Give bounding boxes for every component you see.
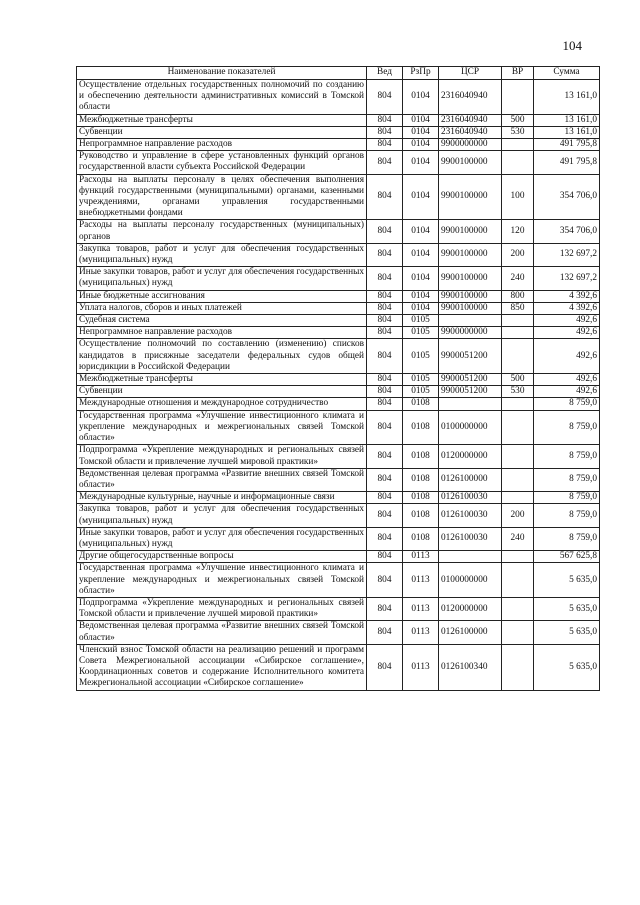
- table-row: [77, 504, 600, 527]
- table-row: [77, 80, 600, 115]
- cell-sum: 8 759,0: [534, 527, 600, 550]
- cell-vr: 240: [502, 267, 534, 290]
- table-row: [77, 290, 600, 302]
- cell-rzpr: 0108: [403, 527, 439, 550]
- cell-sum: 13 161,0: [534, 126, 600, 138]
- cell-rzpr: 0113: [403, 551, 439, 563]
- cell-ved: 804: [367, 339, 403, 374]
- cell-vr: [502, 597, 534, 620]
- cell-vr: 100: [502, 174, 534, 220]
- cell-name: Межбюджетные трансферты: [77, 114, 367, 126]
- table-row: [77, 492, 600, 504]
- cell-csr: 2316040940: [439, 114, 502, 126]
- cell-csr: 9900000000: [439, 327, 502, 339]
- page-number: 104: [562, 38, 582, 53]
- cell-rzpr: 0105: [403, 315, 439, 327]
- cell-rzpr: 0105: [403, 386, 439, 398]
- cell-name: Субвенции: [77, 126, 367, 138]
- cell-vr: [502, 468, 534, 491]
- cell-ved: 804: [367, 290, 403, 302]
- cell-sum: 13 161,0: [534, 114, 600, 126]
- cell-vr: [502, 621, 534, 644]
- cell-rzpr: 0113: [403, 621, 439, 644]
- cell-sum: 8 759,0: [534, 398, 600, 410]
- cell-rzpr: 0104: [403, 290, 439, 302]
- cell-name: Осуществление полномочий по составлению (изменению) списков кандидатов в присяжные заседатели федеральных судов общей юрисдикции в Российской Федерации: [77, 339, 367, 374]
- cell-rzpr: 0105: [403, 327, 439, 339]
- cell-ved: 804: [367, 126, 403, 138]
- cell-rzpr: 0108: [403, 398, 439, 410]
- table-header-row: [77, 67, 600, 80]
- table-row: [77, 468, 600, 491]
- header-sum: Сумма: [534, 67, 600, 80]
- cell-sum: 8 759,0: [534, 504, 600, 527]
- cell-vr: 530: [502, 386, 534, 398]
- table-row: [77, 302, 600, 314]
- table-row: [77, 315, 600, 327]
- cell-name: Членский взнос Томской области на реализацию решений и программ Совета Межрегиональной ассоциации «Сибирское соглашение», Координационных советов и содержание Исполнительного комитета Межрегиональной ассоциации «Сибирское соглашение»: [77, 644, 367, 690]
- cell-ved: 804: [367, 644, 403, 690]
- cell-ved: 804: [367, 114, 403, 126]
- cell-rzpr: 0105: [403, 374, 439, 386]
- cell-rzpr: 0108: [403, 468, 439, 491]
- table-row: [77, 339, 600, 374]
- cell-sum: 492,6: [534, 374, 600, 386]
- cell-name: Межбюджетные трансферты: [77, 374, 367, 386]
- cell-csr: 9900100000: [439, 220, 502, 243]
- table-row: [77, 621, 600, 644]
- table-row: [77, 563, 600, 598]
- cell-name: Государственная программа «Улучшение инвестиционного климата и укрепление международных и межрегиональных связей Томской области»: [77, 563, 367, 598]
- table-row: [77, 126, 600, 138]
- cell-rzpr: 0104: [403, 220, 439, 243]
- cell-csr: 9900100000: [439, 151, 502, 174]
- cell-name: Осуществление отдельных государственных полномочий по созданию и обеспечению деятельности административных комиссий в Томской области: [77, 80, 367, 115]
- cell-vr: [502, 410, 534, 445]
- cell-name: Ведомственная целевая программа «Развитие внешних связей Томской области»: [77, 621, 367, 644]
- budget-table: [76, 66, 600, 691]
- cell-sum: 132 697,2: [534, 243, 600, 266]
- cell-sum: 491 795,8: [534, 151, 600, 174]
- cell-ved: 804: [367, 302, 403, 314]
- cell-sum: 354 706,0: [534, 174, 600, 220]
- table-row: [77, 139, 600, 151]
- table-row: [77, 243, 600, 266]
- cell-sum: 4 392,6: [534, 290, 600, 302]
- cell-vr: [502, 492, 534, 504]
- cell-ved: 804: [367, 597, 403, 620]
- cell-vr: [502, 315, 534, 327]
- cell-name: Международные культурные, научные и информационные связи: [77, 492, 367, 504]
- cell-ved: 804: [367, 410, 403, 445]
- cell-sum: 354 706,0: [534, 220, 600, 243]
- cell-csr: 2316040940: [439, 80, 502, 115]
- table-body: [77, 80, 600, 691]
- cell-sum: 567 625,8: [534, 551, 600, 563]
- cell-vr: [502, 339, 534, 374]
- cell-name: Иные бюджетные ассигнования: [77, 290, 367, 302]
- cell-rzpr: 0104: [403, 302, 439, 314]
- cell-csr: 0126100030: [439, 504, 502, 527]
- cell-sum: 491 795,8: [534, 139, 600, 151]
- cell-rzpr: 0104: [403, 139, 439, 151]
- cell-rzpr: 0104: [403, 267, 439, 290]
- cell-vr: 200: [502, 243, 534, 266]
- cell-sum: 492,6: [534, 327, 600, 339]
- cell-ved: 804: [367, 551, 403, 563]
- cell-csr: [439, 315, 502, 327]
- cell-csr: [439, 398, 502, 410]
- cell-sum: 5 635,0: [534, 563, 600, 598]
- cell-ved: 804: [367, 139, 403, 151]
- cell-name: Непрограммное направление расходов: [77, 139, 367, 151]
- cell-ved: 804: [367, 151, 403, 174]
- cell-csr: 0126100030: [439, 527, 502, 550]
- cell-vr: 850: [502, 302, 534, 314]
- table-row: [77, 267, 600, 290]
- cell-sum: 5 635,0: [534, 597, 600, 620]
- cell-csr: 0120000000: [439, 597, 502, 620]
- table-row: [77, 151, 600, 174]
- header-ved: Вед: [367, 67, 403, 80]
- cell-ved: 804: [367, 243, 403, 266]
- table-row: [77, 386, 600, 398]
- cell-vr: 500: [502, 114, 534, 126]
- cell-csr: 9900051200: [439, 339, 502, 374]
- cell-name: Иные закупки товаров, работ и услуг для обеспечения государственных (муниципальных) нужд: [77, 267, 367, 290]
- cell-csr: 0120000000: [439, 445, 502, 468]
- cell-csr: 9900000000: [439, 139, 502, 151]
- cell-csr: 0126100340: [439, 644, 502, 690]
- table-row: [77, 445, 600, 468]
- cell-ved: 804: [367, 267, 403, 290]
- cell-vr: 530: [502, 126, 534, 138]
- cell-vr: [502, 151, 534, 174]
- cell-ved: 804: [367, 174, 403, 220]
- cell-name: Закупка товаров, работ и услуг для обеспечения государственных (муниципальных) нужд: [77, 504, 367, 527]
- cell-name: Подпрограмма «Укрепление международных и региональных связей Томской области и привлечение лучшей мировой практики»: [77, 445, 367, 468]
- header-csr: ЦСР: [439, 67, 502, 80]
- cell-ved: 804: [367, 563, 403, 598]
- cell-ved: 804: [367, 398, 403, 410]
- cell-sum: 5 635,0: [534, 621, 600, 644]
- table-row: [77, 114, 600, 126]
- cell-sum: 8 759,0: [534, 445, 600, 468]
- cell-vr: [502, 551, 534, 563]
- cell-vr: 240: [502, 527, 534, 550]
- cell-ved: 804: [367, 527, 403, 550]
- cell-rzpr: 0113: [403, 597, 439, 620]
- cell-csr: 9900100000: [439, 174, 502, 220]
- cell-rzpr: 0104: [403, 174, 439, 220]
- header-vr: ВР: [502, 67, 534, 80]
- cell-ved: 804: [367, 386, 403, 398]
- table-row: [77, 527, 600, 550]
- cell-name: Руководство и управление в сфере установленных функций органов государственной власти субъекта Российской Федерации: [77, 151, 367, 174]
- header-rzpr: РзПр: [403, 67, 439, 80]
- table-row: [77, 551, 600, 563]
- cell-vr: [502, 327, 534, 339]
- table-row: [77, 410, 600, 445]
- cell-sum: 132 697,2: [534, 267, 600, 290]
- cell-vr: [502, 644, 534, 690]
- cell-rzpr: 0113: [403, 563, 439, 598]
- table-row: [77, 220, 600, 243]
- cell-sum: 8 759,0: [534, 492, 600, 504]
- cell-name: Государственная программа «Улучшение инвестиционного климата и укрепление международных и межрегиональных связей Томской области»: [77, 410, 367, 445]
- cell-ved: 804: [367, 504, 403, 527]
- cell-rzpr: 0105: [403, 339, 439, 374]
- cell-csr: [439, 551, 502, 563]
- cell-name: Ведомственная целевая программа «Развитие внешних связей Томской области»: [77, 468, 367, 491]
- cell-csr: 9900051200: [439, 386, 502, 398]
- cell-rzpr: 0104: [403, 114, 439, 126]
- cell-ved: 804: [367, 374, 403, 386]
- cell-sum: 5 635,0: [534, 644, 600, 690]
- cell-name: Непрограммное направление расходов: [77, 327, 367, 339]
- cell-sum: 492,6: [534, 315, 600, 327]
- cell-csr: 9900100000: [439, 290, 502, 302]
- cell-sum: 13 161,0: [534, 80, 600, 115]
- cell-name: Расходы на выплаты персоналу государственных (муниципальных) органов: [77, 220, 367, 243]
- cell-ved: 804: [367, 315, 403, 327]
- cell-rzpr: 0108: [403, 492, 439, 504]
- cell-name: Иные закупки товаров, работ и услуг для обеспечения государственных (муниципальных) нужд: [77, 527, 367, 550]
- cell-sum: 492,6: [534, 386, 600, 398]
- cell-csr: 9900100000: [439, 267, 502, 290]
- cell-csr: 9900051200: [439, 374, 502, 386]
- cell-rzpr: 0104: [403, 80, 439, 115]
- cell-rzpr: 0108: [403, 445, 439, 468]
- cell-vr: [502, 563, 534, 598]
- cell-name: Международные отношения и международное сотрудничество: [77, 398, 367, 410]
- cell-ved: 804: [367, 468, 403, 491]
- cell-ved: 804: [367, 327, 403, 339]
- cell-sum: 8 759,0: [534, 468, 600, 491]
- cell-csr: 0126100000: [439, 621, 502, 644]
- table-row: [77, 374, 600, 386]
- cell-ved: 804: [367, 220, 403, 243]
- cell-csr: 0126100030: [439, 492, 502, 504]
- cell-sum: 492,6: [534, 339, 600, 374]
- cell-rzpr: 0108: [403, 504, 439, 527]
- table-row: [77, 597, 600, 620]
- cell-ved: 804: [367, 492, 403, 504]
- cell-csr: 0126100000: [439, 468, 502, 491]
- cell-vr: [502, 445, 534, 468]
- cell-name: Субвенции: [77, 386, 367, 398]
- cell-sum: 8 759,0: [534, 410, 600, 445]
- cell-vr: 120: [502, 220, 534, 243]
- cell-csr: 0100000000: [439, 563, 502, 598]
- cell-rzpr: 0113: [403, 644, 439, 690]
- cell-rzpr: 0104: [403, 151, 439, 174]
- table-row: [77, 174, 600, 220]
- cell-vr: 200: [502, 504, 534, 527]
- cell-name: Другие общегосударственные вопросы: [77, 551, 367, 563]
- cell-vr: [502, 398, 534, 410]
- table-row: [77, 327, 600, 339]
- cell-name: Закупка товаров, работ и услуг для обеспечения государственных (муниципальных) нужд: [77, 243, 367, 266]
- header-name: Наименование показателей: [77, 67, 367, 80]
- cell-csr: 9900100000: [439, 302, 502, 314]
- cell-csr: 2316040940: [439, 126, 502, 138]
- cell-vr: [502, 80, 534, 115]
- cell-name: Подпрограмма «Укрепление международных и региональных связей Томской области и привлечение лучшей мировой практики»: [77, 597, 367, 620]
- cell-name: Судебная система: [77, 315, 367, 327]
- cell-name: Уплата налогов, сборов и иных платежей: [77, 302, 367, 314]
- cell-ved: 804: [367, 445, 403, 468]
- cell-ved: 804: [367, 80, 403, 115]
- cell-vr: [502, 139, 534, 151]
- table-row: [77, 644, 600, 690]
- cell-vr: 800: [502, 290, 534, 302]
- cell-sum: 4 392,6: [534, 302, 600, 314]
- cell-ved: 804: [367, 621, 403, 644]
- cell-rzpr: 0108: [403, 410, 439, 445]
- cell-vr: 500: [502, 374, 534, 386]
- cell-name: Расходы на выплаты персоналу в целях обеспечения выполнения функций государственными (муниципальными) органами, казенными учреждениями, органами управления государственными внебюджетными фондами: [77, 174, 367, 220]
- table-row: [77, 398, 600, 410]
- cell-csr: 0100000000: [439, 410, 502, 445]
- cell-rzpr: 0104: [403, 243, 439, 266]
- cell-rzpr: 0104: [403, 126, 439, 138]
- cell-csr: 9900100000: [439, 243, 502, 266]
